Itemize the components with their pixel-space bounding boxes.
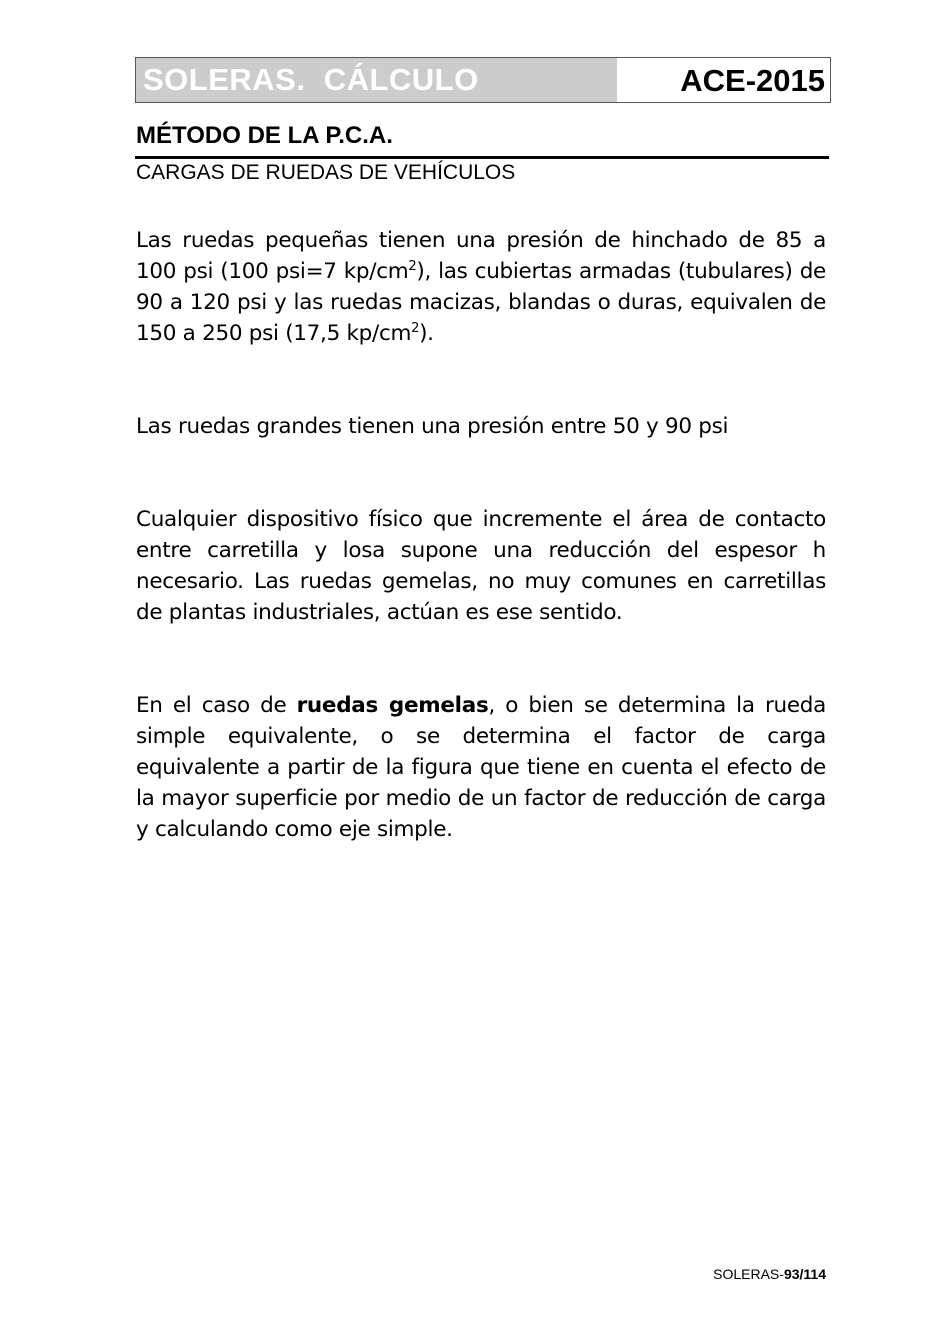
text-run: Las ruedas pequeñas tienen una presión de hinchado de 85 a 100 psi (100 psi=7 kp/cm <box>136 228 826 284</box>
footer-label: SOLERAS- <box>713 1266 784 1282</box>
header-code: ACE-2015 <box>680 63 825 98</box>
text-run: En el caso de <box>136 693 297 718</box>
paragraph-twin-wheels <box>136 690 826 845</box>
paragraph-contact-area: Cualquier dispositivo físico que incremente el área de contacto entre carretilla y losa supone una reducción del espesor h necesario. Las ruedas gemelas, no muy comunes en carretillas de plantas industriales, actúan es ese sentido. <box>136 507 826 625</box>
text-run: ), las cubiertas armadas (tubulares) de 90 a 120 psi y las ruedas macizas, blandas o duras, equivalen de 150 a 250 psi (17,5 kp/cm <box>136 259 826 346</box>
page-footer <box>713 1266 826 1282</box>
text-run: , o bien se determina la rueda simple equivalente, o se determina el factor de carga equivalente a partir de la figura que tiene en cuenta el efecto de la mayor superficie por medio de un factor de reducción de carga y calculando como eje simple. <box>136 693 826 842</box>
paragraph-small-wheels <box>136 225 826 349</box>
header-title: SOLERAS. CÁLCULO <box>136 58 617 102</box>
text-run: ). <box>419 321 434 346</box>
page-number: 93/114 <box>783 1266 826 1282</box>
paragraph-large-wheels: Las ruedas grandes tienen una presión entre 50 y 90 psi <box>136 414 729 439</box>
bold-term: ruedas gemelas <box>296 693 489 718</box>
page-header <box>135 57 831 103</box>
superscript: 2 <box>411 321 420 336</box>
section-divider <box>135 156 829 159</box>
section-subtitle: CARGAS DE RUEDAS DE VEHÍCULOS <box>136 161 516 184</box>
section-title: MÉTODO DE LA P.C.A. <box>136 122 393 149</box>
superscript: 2 <box>408 259 417 274</box>
